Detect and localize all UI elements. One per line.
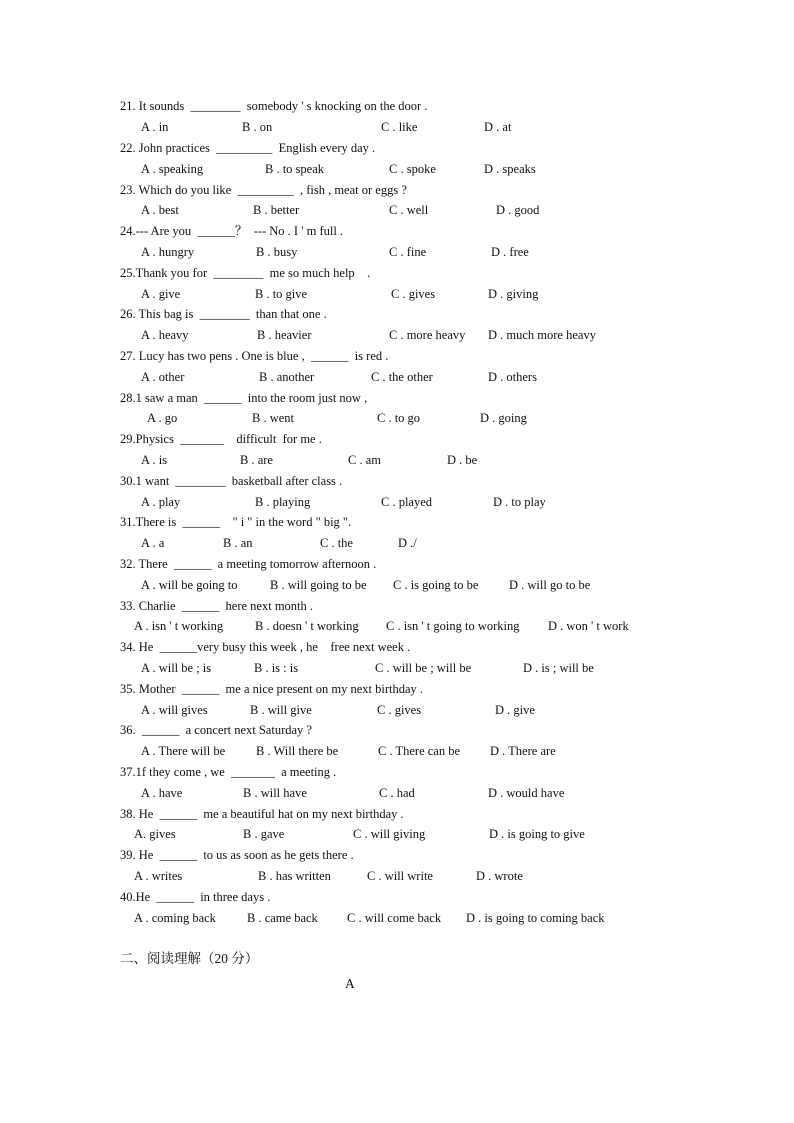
option-a: A . heavy — [141, 328, 189, 342]
option-c: C . the — [320, 536, 353, 550]
option-c: C . am — [348, 453, 381, 467]
option-c: C . gives — [391, 287, 436, 301]
option-b: B . doesn ' t working — [255, 619, 359, 633]
option-d: D . speaks — [484, 162, 536, 176]
option-c: C . will giving — [353, 827, 426, 841]
question-23-stem: 23. Which do you like _________ , fish , meat or eggs ? — [120, 183, 407, 197]
option-a: A . There will be — [141, 744, 226, 758]
option-d: D . wrote — [476, 869, 523, 883]
question-28-options — [0, 410, 794, 426]
option-d: D . would have — [488, 786, 565, 800]
option-d: D . much more heavy — [488, 328, 596, 342]
option-b: B . came back — [247, 911, 318, 925]
option-d: D . is going to give — [489, 827, 585, 841]
option-d: D . giving — [488, 287, 539, 301]
option-a: A . a — [141, 536, 165, 550]
question-30-stem: 30.1 want ________ basketball after class . — [120, 474, 343, 488]
option-d: D . at — [484, 120, 512, 134]
option-a: A . have — [141, 786, 183, 800]
option-b: B . heavier — [257, 328, 312, 342]
question-37-stem: 37.1f they come , we _______ a meeting . — [120, 765, 337, 779]
option-c: C . to go — [377, 411, 421, 425]
option-c: C . will write — [367, 869, 433, 883]
option-b: B . busy — [256, 245, 298, 259]
option-b: B . to speak — [265, 162, 325, 176]
section-title: 二、阅读理解（20 分） — [120, 951, 259, 966]
option-d: D . be — [447, 453, 478, 467]
option-c: C . played — [381, 495, 433, 509]
option-d: D . is going to coming back — [466, 911, 605, 925]
option-c: C . is going to be — [393, 578, 479, 592]
option-b: B . an — [223, 536, 253, 550]
option-c: C . the other — [371, 370, 433, 384]
option-c: C . will be ; will be — [375, 661, 472, 675]
option-c: C . had — [379, 786, 415, 800]
option-d: D . good — [496, 203, 540, 217]
option-d: D . will go to be — [509, 578, 591, 592]
option-c: C . gives — [377, 703, 422, 717]
option-d: D . free — [491, 245, 529, 259]
question-32-stem: 32. There ______ a meeting tomorrow afternoon . — [120, 557, 377, 571]
question-39-stem: 39. He ______ to us as soon as he gets there . — [120, 848, 354, 862]
option-b: B . on — [242, 120, 273, 134]
option-b: B . will going to be — [270, 578, 367, 592]
option-b: B . better — [253, 203, 300, 217]
option-b: B . are — [240, 453, 273, 467]
option-b: B . another — [259, 370, 315, 384]
question-33-options — [0, 618, 794, 634]
option-a: A . will be ; is — [141, 661, 212, 675]
option-d: D . won ' t work — [548, 619, 629, 633]
question-24-stem: 24.--- Are you ______？ --- No . I ' m full . — [120, 224, 344, 238]
option-a: A . is — [141, 453, 168, 467]
option-b: B . went — [252, 411, 295, 425]
option-d: D . There are — [490, 744, 556, 758]
option-d: D . others — [488, 370, 537, 384]
option-b: B . will give — [250, 703, 312, 717]
option-a: A . will be going to — [141, 578, 238, 592]
question-34-options — [0, 660, 794, 676]
option-a: A . give — [141, 287, 181, 301]
question-31-options — [0, 535, 794, 551]
option-a: A . best — [141, 203, 179, 217]
option-a: A . go — [147, 411, 178, 425]
option-a: A . in — [141, 120, 169, 134]
option-a: A . isn ' t working — [134, 619, 224, 633]
question-37-options — [0, 785, 794, 801]
question-21-options — [0, 119, 794, 135]
question-35-options — [0, 702, 794, 718]
question-22-stem: 22. John practices _________ English every day . — [120, 141, 376, 155]
question-29-options — [0, 452, 794, 468]
question-32-options — [0, 577, 794, 593]
option-c: C . will come back — [347, 911, 442, 925]
option-a: A . writes — [134, 869, 183, 883]
question-26-stem: 26. This bag is ________ than that one . — [120, 307, 327, 321]
option-b: B . gave — [243, 827, 285, 841]
option-a: A . play — [141, 495, 181, 509]
question-27-stem: 27. Lucy has two pens . One is blue , ______ is red . — [120, 349, 389, 363]
option-d: D ./ — [398, 536, 417, 550]
question-24-options — [0, 244, 794, 260]
question-25-stem: 25.Thank you for ________ me so much help . — [120, 266, 371, 280]
question-40-options — [0, 910, 794, 926]
option-b: B . has written — [258, 869, 331, 883]
question-38-options — [0, 826, 794, 842]
option-a: A . hungry — [141, 245, 195, 259]
question-25-options — [0, 286, 794, 302]
option-c: C . spoke — [389, 162, 436, 176]
option-b: B . playing — [255, 495, 311, 509]
option-a: A . speaking — [141, 162, 204, 176]
question-33-stem: 33. Charlie ______ here next month . — [120, 599, 314, 613]
option-a: A . other — [141, 370, 185, 384]
option-a: A . coming back — [134, 911, 216, 925]
question-36-stem: 36. ______ a concert next Saturday ? — [120, 723, 312, 737]
question-27-options — [0, 369, 794, 385]
question-30-options — [0, 494, 794, 510]
option-d: D . give — [495, 703, 535, 717]
question-35-stem: 35. Mother ______ me a nice present on my next birthday . — [120, 682, 424, 696]
option-d: D . going — [480, 411, 527, 425]
passage-label: A — [345, 976, 355, 991]
option-d: D . is ; will be — [523, 661, 594, 675]
question-23-options — [0, 202, 794, 218]
question-22-options — [0, 161, 794, 177]
option-b: B . Will there be — [256, 744, 339, 758]
question-26-options — [0, 327, 794, 343]
option-c: C . fine — [389, 245, 427, 259]
question-21-stem: 21. It sounds ________ somebody ' s knocking on the door . — [120, 99, 428, 113]
question-31-stem: 31.There is ______ " i " in the word " big ". — [120, 515, 352, 529]
question-34-stem: 34. He ______very busy this week , he free next week . — [120, 640, 411, 654]
option-b: B . is : is — [254, 661, 299, 675]
option-a: A. gives — [134, 827, 176, 841]
option-d: D . to play — [493, 495, 546, 509]
option-c: C . There can be — [378, 744, 461, 758]
question-39-options — [0, 868, 794, 884]
option-c: C . isn ' t going to working — [386, 619, 520, 633]
question-38-stem: 38. He ______ me a beautiful hat on my next birthday . — [120, 807, 404, 821]
question-28-stem: 28.1 saw a man ______ into the room just now , — [120, 391, 368, 405]
question-36-options — [0, 743, 794, 759]
option-c: C . well — [389, 203, 429, 217]
option-b: B . will have — [243, 786, 307, 800]
question-40-stem: 40.He ______ in three days . — [120, 890, 271, 904]
option-b: B . to give — [255, 287, 308, 301]
question-29-stem: 29.Physics _______ difficult for me . — [120, 432, 322, 446]
option-a: A . will gives — [141, 703, 208, 717]
option-c: C . more heavy — [389, 328, 466, 342]
option-c: C . like — [381, 120, 418, 134]
